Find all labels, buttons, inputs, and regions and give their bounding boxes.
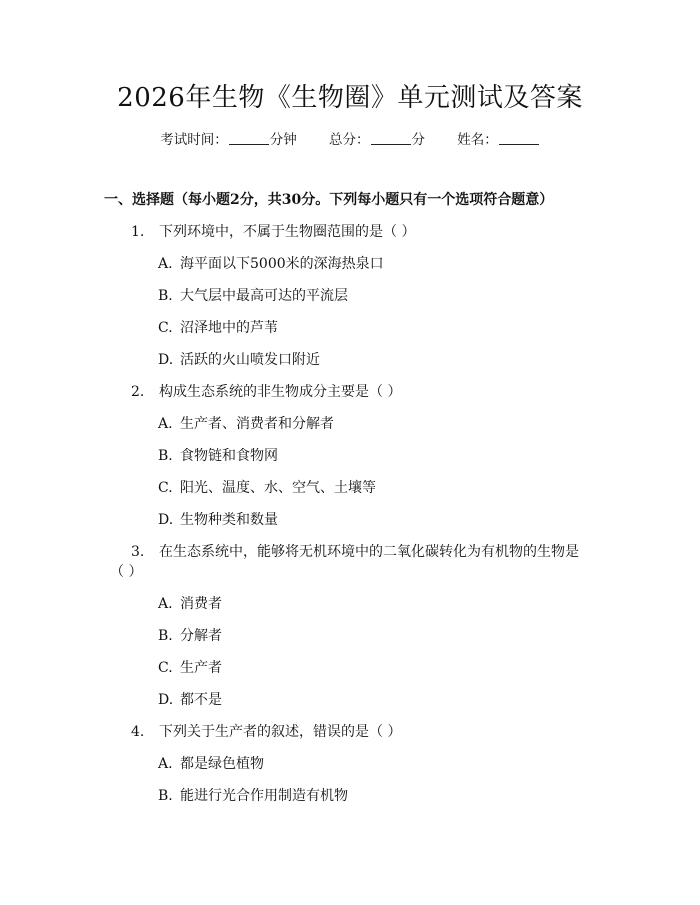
option-letter: A.	[158, 596, 173, 612]
option-2c	[158, 477, 376, 499]
option-text: 能进行光合作用制造有机物	[180, 788, 348, 804]
option-text: 消费者	[180, 596, 222, 612]
option-2a	[158, 413, 334, 435]
question-3	[131, 541, 579, 563]
option-letter: D.	[158, 352, 174, 368]
option-4b	[158, 785, 348, 807]
option-text: 分解者	[180, 628, 222, 644]
option-1d	[158, 349, 320, 371]
question-number: 4.	[131, 724, 145, 740]
question-1	[131, 221, 415, 243]
total-score-label: 总分：	[329, 132, 370, 148]
question-number: 1.	[131, 224, 145, 240]
question-2	[131, 381, 401, 403]
option-3a	[158, 593, 222, 615]
exam-time-blank	[229, 129, 269, 145]
option-text: 海平面以下5000米的深海热泉口	[180, 256, 384, 272]
option-text: 生产者	[180, 660, 222, 676]
question-text: 下列关于生产者的叙述，错误的是（ ）	[159, 724, 402, 740]
option-text: 生产者、消费者和分解者	[180, 416, 334, 432]
question-number: 3.	[131, 544, 145, 560]
name-field	[457, 129, 540, 151]
option-3c	[158, 657, 222, 679]
option-text: 沼泽地中的芦苇	[180, 320, 278, 336]
total-score-unit: 分	[411, 132, 425, 148]
option-letter: A.	[158, 416, 173, 432]
total-score-field	[329, 129, 425, 151]
option-text: 活跃的火山喷发口附近	[180, 352, 320, 368]
option-letter: A.	[158, 756, 173, 772]
option-letter: B.	[158, 628, 173, 644]
option-letter: C.	[158, 660, 173, 676]
option-letter: C.	[158, 480, 173, 496]
option-2d	[158, 509, 278, 531]
option-text: 食物链和食物网	[180, 448, 278, 464]
option-text: 都不是	[180, 692, 222, 708]
section-heading: 一、选择题（每小题2分，共30分。下列每小题只有一个选项符合题意）	[104, 192, 554, 208]
option-letter: B.	[158, 288, 173, 304]
question-text: 下列环境中，不属于生物圈范围的是（ ）	[159, 224, 416, 240]
option-letter: D.	[158, 692, 174, 708]
option-letter: D.	[158, 512, 174, 528]
exam-time-field	[160, 129, 297, 151]
option-letter: C.	[158, 320, 173, 336]
question-text: 构成生态系统的非生物成分主要是（ ）	[159, 384, 402, 400]
question-3-continuation: （ ）	[110, 564, 143, 580]
option-1c	[158, 317, 278, 339]
option-letter: B.	[158, 448, 173, 464]
page-title: 2026年生物《生物圈》单元测试及答案	[117, 83, 583, 113]
option-4a	[158, 753, 264, 775]
name-label: 姓名：	[457, 132, 498, 148]
exam-time-unit: 分钟	[269, 132, 297, 148]
option-text: 都是绿色植物	[180, 756, 264, 772]
option-1b	[158, 285, 348, 307]
option-2b	[158, 445, 278, 467]
question-number: 2.	[131, 384, 145, 400]
total-score-blank	[371, 129, 411, 145]
option-text: 大气层中最高可达的平流层	[180, 288, 348, 304]
option-text: 阳光、温度、水、空气、土壤等	[180, 480, 376, 496]
option-letter: B.	[158, 788, 173, 804]
question-4	[131, 721, 401, 743]
exam-time-label: 考试时间：	[160, 132, 228, 148]
option-3b	[158, 625, 222, 647]
option-letter: A.	[158, 256, 173, 272]
question-text: 在生态系统中，能够将无机环境中的二氧化碳转化为有机物的生物是	[159, 544, 579, 560]
name-blank	[499, 129, 539, 145]
option-3d	[158, 689, 222, 711]
option-text: 生物种类和数量	[180, 512, 278, 528]
exam-info-line	[0, 129, 700, 151]
option-1a	[158, 253, 384, 275]
